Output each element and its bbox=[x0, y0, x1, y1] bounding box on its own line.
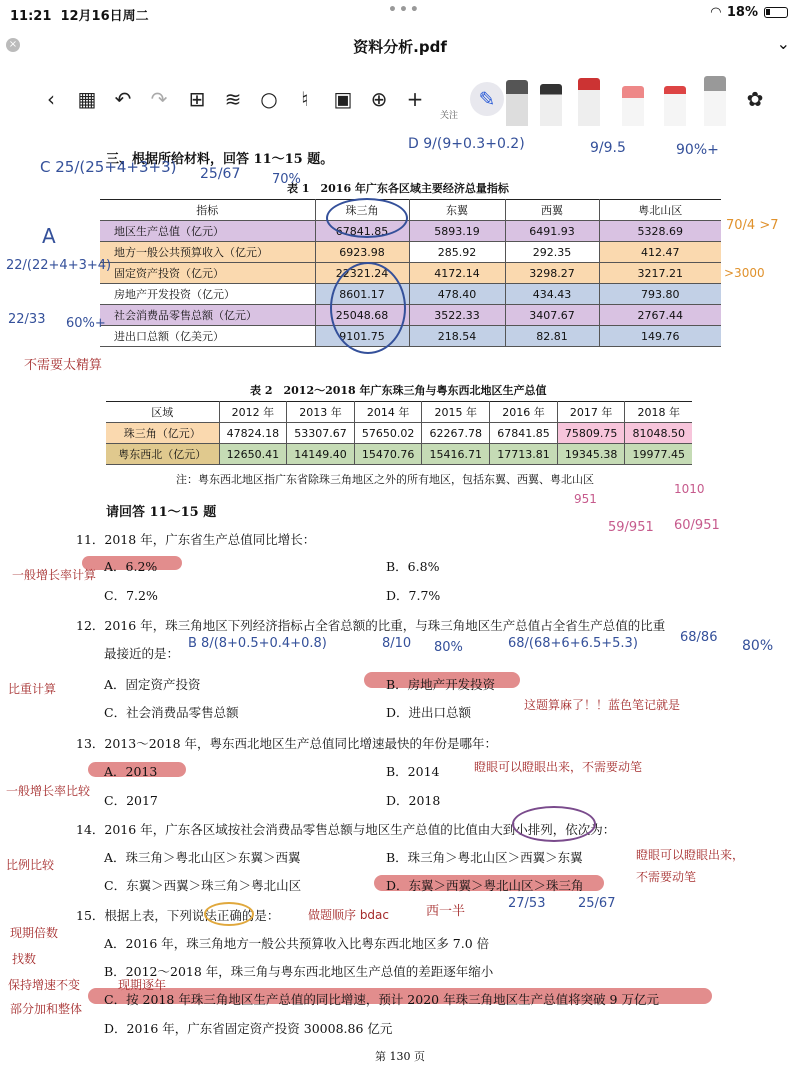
mic-icon[interactable]: ♮ bbox=[301, 87, 309, 111]
q15-option-c[interactable]: C．按 2018 年珠三角地区生产总值的同比增速，预计 2020 年珠三角地区生产总值将突破 9 万亿元 bbox=[104, 992, 659, 1007]
table-header: 2012 年 bbox=[219, 402, 287, 423]
hw-order-note: 做题顺序 bdac bbox=[308, 908, 390, 922]
q12-option-a[interactable]: A．固定资产投资 bbox=[104, 677, 201, 692]
hw-label-part: 部分加和整体 bbox=[10, 1002, 83, 1016]
table-cell: 社会消费品零售总额（亿元） bbox=[100, 305, 315, 326]
table-header: 2018 年 bbox=[625, 402, 692, 423]
table-cell: 81048.50 bbox=[625, 423, 692, 444]
palette-icon[interactable]: ✿ bbox=[746, 87, 764, 111]
table1 bbox=[100, 199, 721, 347]
table-cell: 地方一般公共预算收入（亿元） bbox=[100, 242, 315, 263]
table-cell: 19977.45 bbox=[625, 444, 692, 465]
document-title[interactable]: 资料分析.pdf bbox=[353, 38, 447, 56]
table-cell: 8601.17 bbox=[315, 284, 409, 305]
table-cell: 地区生产总值（亿元） bbox=[100, 221, 315, 242]
hw-circle-shuofa bbox=[204, 902, 254, 926]
status-right bbox=[711, 5, 788, 20]
hw-fraction-8-10: 8/10 bbox=[382, 636, 412, 651]
table-cell: 478.40 bbox=[409, 284, 505, 305]
hw-fraction-25-35: 25/67 bbox=[200, 166, 241, 182]
q13-option-d[interactable]: D．2018 bbox=[386, 793, 441, 808]
table-cell: 793.80 bbox=[599, 284, 721, 305]
q12-stem2: 最接近的是： bbox=[104, 646, 180, 661]
q13-option-c[interactable]: C．2017 bbox=[104, 793, 158, 808]
grid-icon[interactable]: ▦ bbox=[77, 87, 97, 111]
hw-right-top: 70/4 >7 bbox=[726, 218, 779, 233]
table-cell: 285.92 bbox=[409, 242, 505, 263]
table-cell: 67841.85 bbox=[490, 423, 558, 444]
hw-d-fraction: D 9/(9+0.3+0.2) bbox=[408, 136, 525, 152]
q11-stem: 11．2018 年，广东省生产总值同比增长： bbox=[76, 532, 316, 547]
table-cell: 17713.81 bbox=[490, 444, 558, 465]
eraser-tool[interactable] bbox=[664, 86, 686, 126]
hw-a-label: A bbox=[42, 224, 56, 248]
table-cell: 57650.02 bbox=[354, 423, 422, 444]
hw-a-fraction: 22/(22+4+3+4) bbox=[6, 258, 112, 273]
q15-option-d[interactable]: D．2016 年，广东省固定资产投资 30008.86 亿元 bbox=[104, 1021, 393, 1036]
hw-label-ratio: 比重计算 bbox=[8, 682, 57, 696]
table-cell: 14149.40 bbox=[287, 444, 355, 465]
q13-option-b[interactable]: B．2014 bbox=[386, 764, 440, 779]
table2-caption: 表 2 2012～2018 年广东珠三角与粤东西北地区生产总值 bbox=[250, 384, 547, 397]
table-cell: 2767.44 bbox=[599, 305, 721, 326]
table-cell: 5893.19 bbox=[409, 221, 505, 242]
table-row bbox=[100, 200, 721, 221]
top-note: 关注 bbox=[440, 111, 459, 121]
table-cell: 434.43 bbox=[505, 284, 599, 305]
q12-option-d[interactable]: D．进出口总额 bbox=[386, 705, 472, 720]
hw-pink-59: 59/951 bbox=[608, 520, 654, 535]
table-cell: 4172.14 bbox=[409, 263, 505, 284]
q15-option-b[interactable]: B．2012～2018 年，珠三角与粤东西北地区生产总值的差距逐年缩小 bbox=[104, 964, 494, 979]
table-cell: 5328.69 bbox=[599, 221, 721, 242]
table-cell: 67841.85 bbox=[315, 221, 409, 242]
wifi-icon: ◠ bbox=[710, 5, 721, 20]
table-cell: 412.47 bbox=[599, 242, 721, 263]
table-cell: 75809.75 bbox=[557, 423, 625, 444]
pencil-tool[interactable] bbox=[704, 76, 726, 126]
close-icon[interactable]: × bbox=[6, 38, 20, 52]
hw-label-growth-cmp: 一般增长率比较 bbox=[6, 784, 91, 798]
layers-icon[interactable]: ≋ bbox=[224, 87, 242, 111]
table-header: 指标 bbox=[100, 200, 315, 221]
hw-fraction-9-9.5: 9/9.5 bbox=[590, 140, 626, 156]
section-heading: 三、根据所给材料，回答 11～15 题。 bbox=[106, 152, 334, 167]
table-cell: 9101.75 bbox=[315, 326, 409, 347]
hw-fraction-25: 25/67 bbox=[578, 896, 616, 911]
table-cell: 3217.21 bbox=[599, 263, 721, 284]
hw-label-ratio-cmp: 比例比较 bbox=[6, 858, 55, 872]
q11-option-d[interactable]: D．7.7% bbox=[386, 588, 441, 603]
stamp-icon[interactable]: ▣ bbox=[333, 87, 353, 111]
back-icon[interactable]: ‹ bbox=[47, 87, 55, 111]
hw-pink-951: 951 bbox=[574, 492, 597, 506]
table-cell: 15416.71 bbox=[422, 444, 490, 465]
hw-pct90: 90%+ bbox=[676, 142, 719, 158]
pen-tool-icon[interactable]: ✎ bbox=[470, 82, 504, 116]
q15-option-a[interactable]: A．2016 年，珠三角地方一般公共预算收入比粤东西北地区多 7.0 倍 bbox=[104, 936, 490, 951]
add-icon[interactable]: + bbox=[406, 87, 424, 111]
table-cell: 3522.33 bbox=[409, 305, 505, 326]
table-row bbox=[106, 444, 692, 465]
table-header: 2015 年 bbox=[422, 402, 490, 423]
table-cell: 3298.27 bbox=[505, 263, 599, 284]
page-number: 第 130 页 bbox=[375, 1050, 425, 1063]
hw-right-3000: >3000 bbox=[724, 266, 765, 280]
table-header: 2016 年 bbox=[490, 402, 558, 423]
table-cell: 292.35 bbox=[505, 242, 599, 263]
title-bar bbox=[0, 26, 800, 66]
hw-circle-67841 bbox=[326, 198, 408, 238]
table-cell: 82.81 bbox=[505, 326, 599, 347]
q12-option-b[interactable]: B．房地产开发投资 bbox=[386, 677, 496, 692]
table-cell: 62267.78 bbox=[422, 423, 490, 444]
table-cell: 12650.41 bbox=[219, 444, 287, 465]
globe-icon[interactable]: ⊕ bbox=[370, 87, 388, 111]
hw-fraction-68: 68/(68+6+6.5+5.3) bbox=[508, 636, 638, 651]
q14-stem: 14．2016 年，广东各区域按社会消费品零售总额与地区生产总值的比值由大到小排列，依次为： bbox=[76, 822, 616, 837]
table-row bbox=[106, 423, 692, 444]
status-bar bbox=[0, 0, 800, 26]
multitask-dots-icon[interactable]: ••• bbox=[388, 2, 421, 18]
hw-west-half: 西一半 bbox=[426, 904, 466, 919]
table-cell: 19345.38 bbox=[557, 444, 625, 465]
hw-note-not-precise: 不需要太精算 bbox=[24, 358, 103, 373]
hw-note-q14a: 瞪眼可以瞪眼出来， bbox=[636, 848, 745, 862]
hw-pink-1010: 1010 bbox=[674, 482, 705, 496]
hw-label-find: 找数 bbox=[12, 952, 37, 966]
table-row bbox=[106, 402, 692, 423]
q11-option-b[interactable]: B．6.8% bbox=[386, 559, 440, 574]
table-cell: 6923.98 bbox=[315, 242, 409, 263]
table-cell: 218.54 bbox=[409, 326, 505, 347]
table-cell: 25048.68 bbox=[315, 305, 409, 326]
undo-icon[interactable]: ↶ bbox=[114, 87, 132, 111]
q11-option-c[interactable]: C．7.2% bbox=[104, 588, 158, 603]
hw-pct60: 60%+ bbox=[66, 316, 106, 331]
table2-note: 注：粤东西北地区指广东省除珠三角地区之外的所有地区，包括东翼、西翼、粤北山区 bbox=[176, 473, 594, 486]
table-header: 粤北山区 bbox=[599, 200, 721, 221]
hw-fraction-27: 27/53 bbox=[508, 896, 546, 911]
marker-tool[interactable] bbox=[540, 84, 562, 126]
red-pen-tool[interactable] bbox=[578, 78, 600, 126]
hw-pink-60: 60/951 bbox=[674, 518, 720, 533]
table-row bbox=[100, 305, 721, 326]
table-header: 2017 年 bbox=[557, 402, 625, 423]
q12-stem: 12．2016 年，珠三角地区下列经济指标占全省总额的比重，与珠三角地区生产总值占全省生产总值的比重 bbox=[76, 618, 666, 633]
table-cell: 进出口总额（亿美元） bbox=[100, 326, 315, 347]
highlighter-tool[interactable] bbox=[622, 86, 644, 126]
toolbar bbox=[0, 68, 800, 130]
table-header: 珠三角 bbox=[315, 200, 409, 221]
hw-label-keep: 保持增速不变 bbox=[8, 978, 81, 992]
hw-note-q12: 这题算麻了！！蓝色笔记就是 bbox=[524, 698, 681, 712]
table-cell: 固定资产投资（亿元） bbox=[100, 263, 315, 284]
table-row bbox=[100, 242, 721, 263]
fountain-pen-tool[interactable] bbox=[506, 80, 528, 126]
battery-icon bbox=[764, 7, 788, 18]
chevron-down-icon[interactable]: ⌄ bbox=[776, 34, 790, 53]
q11-option-a[interactable]: A．6.2% bbox=[104, 559, 158, 574]
q14-option-d[interactable]: D．东翼＞西翼＞粤北山区＞珠三角 bbox=[386, 878, 584, 893]
table-cell: 3407.67 bbox=[505, 305, 599, 326]
battery-percent: 18% bbox=[726, 5, 758, 20]
hw-note-q13: 瞪眼可以瞪眼出来，不需要动笔 bbox=[474, 760, 643, 774]
hw-pct80b: 80% bbox=[742, 638, 774, 654]
q15-stem: 15．根据上表，下列说法正确的是： bbox=[76, 908, 280, 923]
table-cell: 47824.18 bbox=[219, 423, 287, 444]
search-icon[interactable]: ○ bbox=[260, 87, 278, 111]
table-cell: 6491.93 bbox=[505, 221, 599, 242]
table-row bbox=[100, 221, 721, 242]
table-cell: 149.76 bbox=[599, 326, 721, 347]
table-header: 东翼 bbox=[409, 200, 505, 221]
table-header: 2014 年 bbox=[354, 402, 422, 423]
hw-note-q14b: 不需要动笔 bbox=[636, 870, 697, 884]
questions-prompt: 请回答 11～15 题 bbox=[106, 505, 217, 520]
table-header: 区域 bbox=[106, 402, 219, 423]
hw-b12: B 8/(8+0.5+0.4+0.8) bbox=[188, 636, 327, 651]
q13-option-a[interactable]: A．2013 bbox=[104, 764, 158, 779]
hw-pct80a: 80% bbox=[434, 640, 463, 655]
hw-circle-column bbox=[330, 262, 406, 354]
table-cell: 粤东西北（亿元） bbox=[106, 444, 219, 465]
redo-icon[interactable]: ↷ bbox=[150, 87, 168, 111]
hw-circle-da-dao-xiao bbox=[512, 806, 596, 842]
table2 bbox=[106, 401, 692, 465]
q14-option-a[interactable]: A．珠三角＞粤北山区＞东翼＞西翼 bbox=[104, 850, 301, 865]
hw-fraction-68-86: 68/86 bbox=[680, 630, 718, 645]
table-cell: 房地产开发投资（亿元） bbox=[100, 284, 315, 305]
table-row bbox=[100, 326, 721, 347]
table-header: 西翼 bbox=[505, 200, 599, 221]
table-header: 2013 年 bbox=[287, 402, 355, 423]
hw-pct70: 70% bbox=[272, 172, 301, 187]
table-cell: 15470.76 bbox=[354, 444, 422, 465]
table-cell: 珠三角（亿元） bbox=[106, 423, 219, 444]
add-page-icon[interactable]: ⊞ bbox=[188, 87, 206, 111]
hw-label-growth: 一般增长率计算 bbox=[12, 568, 97, 582]
hw-c-fraction: C 25/(25+4+3+3) bbox=[40, 158, 177, 176]
table-row bbox=[100, 284, 721, 305]
hw-label-trend: 现期逐年 bbox=[118, 978, 167, 992]
status-time: 11:21 12月16日周二 bbox=[10, 9, 149, 24]
q12-option-c[interactable]: C．社会消费品零售总额 bbox=[104, 705, 239, 720]
table-row bbox=[100, 263, 721, 284]
q14-option-b[interactable]: B．珠三角＞粤北山区＞西翼＞东翼 bbox=[386, 850, 583, 865]
q14-option-c[interactable]: C．东翼＞西翼＞珠三角＞粤北山区 bbox=[104, 878, 302, 893]
table-cell: 22321.24 bbox=[315, 263, 409, 284]
table-cell: 53307.67 bbox=[287, 423, 355, 444]
q13-stem: 13．2013～2018 年，粤东西北地区生产总值同比增速最快的年份是哪年： bbox=[76, 736, 498, 751]
hw-a-fraction-2: 22/33 bbox=[8, 312, 46, 327]
table1-caption: 表 1 2016 年广东各区域主要经济总量指标 bbox=[287, 182, 509, 195]
hw-label-notice: 现期倍数 bbox=[10, 926, 59, 940]
